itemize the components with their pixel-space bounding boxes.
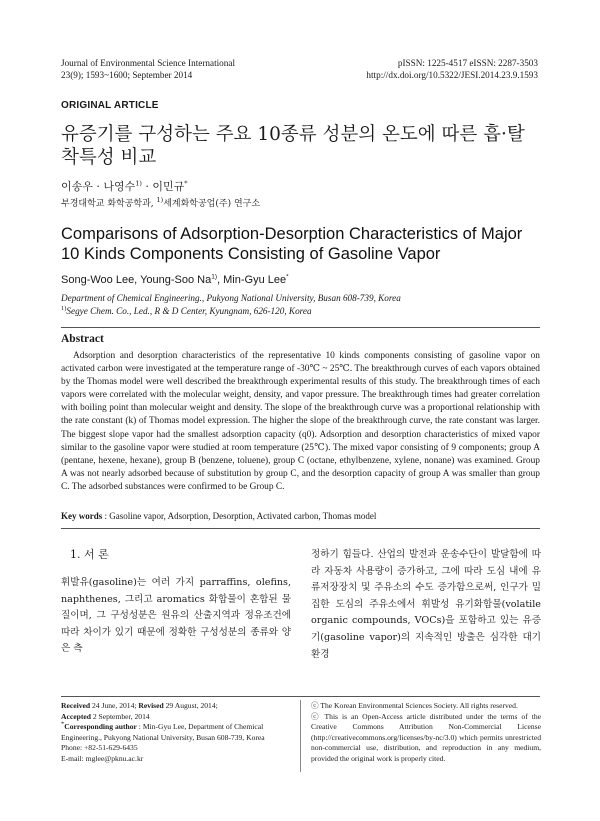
journal-volume: 23(9); 1593~1600; September 2014 — [61, 70, 193, 80]
received-label: Received — [61, 701, 91, 710]
doi-link[interactable]: http://dx.doi.org/10.5322/JESI.2014.23.9.1593 — [366, 70, 538, 80]
divider-top — [61, 327, 540, 328]
phone: Phone: +82-51-629-6435 — [61, 743, 138, 753]
abstract-text: Adsorption and desorption characteristics of the representative 10 kinds components consisting of gasoline vapor on activated carbon were investigated at the temperature range of -30℃ ~ 25℃. The breakthrough curves of each vapors obtained by the Thomas model were well described the breakthrough experimental results of this study. The breakthrough times of each vapors were correlated with the molecular weight, density, and vapor pressure. The breakthrough times had greater correlation with boiling point than molecular weight and density. The slope of the breakthrough curve was a proportional relationship with the rate constant (k) of Thomas model expression. The higher the slope of the breakthrough curve, the rate constant was larger. The biggest slope vapor had the smallest adsorption capacity (q0). Adsorption and desorption characteristics of mixed vapor similar to the gasoline vapor were studied at room temperature (25℃). The mixed vapor consisting of 9 components; group A (pentane, hexene, hexane), group B (benzene, toluene), group C (octane, ethylbenzene, xylene, nonane) was examined. Group A was not nearly adsorbed because of substitution by group C, and the desorption capacity of group A was smaller than group C. The adsorbed substances were confirmed to be Group C. — [61, 351, 540, 492]
ko-affil-a: 부경대학교 화학공학과, — [61, 199, 157, 209]
journal-header-right — [366, 57, 538, 81]
corresponding-author — [61, 722, 293, 743]
divider-keywords — [61, 528, 540, 529]
ko-authors-sup: 1) — [135, 179, 142, 188]
license: ⓒ This is an Open-Access article distributed under the terms of the Creative Commons Attribution Non-Commercial License (http://creativecommons.org/licenses/by-nc/3.0) which permits unrestricted non-commercial use, distribution, and reproduction in any medium, provided the original work is properly cited. — [311, 711, 541, 763]
footnote-column-divider — [300, 700, 301, 772]
en-authors-b: , Min-Gyu Lee — [217, 274, 287, 286]
article-type: ORIGINAL ARTICLE — [61, 100, 159, 111]
received-line — [61, 701, 293, 712]
en-affil-b: Segye Chem. Co., Led., R & D Center, Kyungnam, 626-120, Korea — [66, 306, 312, 316]
body-column-right: 정하기 힘들다. 산업의 발전과 운송수단이 발달함에 따라 자동차 사용량이 증가하고, 그에 따라 도심 내에 유류저장장치 및 주유소의 수도 증가함으로써, 인구가 밀집한 도심의 주유소에서 휘발성 유기화합물(volatile organic compounds, VOCs)을 포함하고 있는 유증기(gasoline vapor)의 지속적인 방출은 심각한 대기 환경 — [311, 549, 541, 660]
section-introduction-title: 1. 서 론 — [70, 548, 109, 561]
en-authors-sup: 1) — [211, 273, 218, 281]
abstract-heading: Abstract — [61, 333, 104, 345]
accepted-date: 2 September, 2014 — [90, 711, 150, 721]
footnote-right — [311, 701, 541, 765]
ko-authors-a: 이송우 · 나영수 — [61, 180, 136, 193]
accepted-line — [61, 712, 293, 723]
en-affil-line2 — [61, 305, 401, 318]
korean-authors — [61, 178, 188, 194]
journal-header-left — [61, 57, 235, 81]
english-title: Comparisons of Adsorption-Desorption Characteristics of Major 10 Kinds Components Consisting of Gasoline Vapor — [61, 225, 523, 263]
issn: pISSN: 1225-4517 eISSN: 2287-3503 — [397, 58, 538, 68]
body-column-left: 휘발유(gasoline)는 여러 가지 parraffins, olefins, naphthenes, 그리고 aromatics 화합물이 혼합된 물질이며, 그 구성성분은 원유의 산출지역과 정유조건에 따라 차이가 있기 때문에 정확한 구성성분의 종류와 양은 측 — [61, 577, 291, 655]
footnote-left — [61, 701, 293, 765]
en-affil-sup: 1) — [61, 304, 67, 312]
revised-date: 29 August, 2014; — [163, 701, 218, 710]
ko-affil-b: 세계화학공업(주) 연구소 — [163, 199, 261, 209]
copyright: ⓒ The Korean Environmental Sciences Society. All rights reserved. — [311, 701, 518, 710]
english-affiliation — [61, 292, 401, 318]
received-date: 24 June, 2014; — [90, 701, 139, 710]
email[interactable]: E-mail: mglee@pknu.ac.kr — [61, 753, 144, 763]
keywords — [61, 511, 540, 521]
en-authors-star: * — [286, 273, 289, 281]
en-authors-a: Song-Woo Lee, Young-Soo Na — [61, 274, 212, 286]
keywords-label: Key words — [61, 511, 103, 521]
accepted-label: Accepted — [61, 711, 91, 721]
korean-affiliation — [61, 196, 260, 209]
revised-label: Revised — [138, 701, 164, 710]
journal-name: Journal of Environmental Science International — [61, 58, 235, 68]
corr-star: * — [61, 720, 65, 728]
corr-label: Corresponding author — [64, 722, 137, 732]
corr-detail: : Min-Gyu Lee, Department of Chemical Engineering., Pukyong National University, Busan 608-739, Korea — [61, 722, 265, 742]
ko-authors-star: * — [184, 179, 188, 188]
ko-affil-sup: 1) — [156, 196, 164, 204]
divider-footnotes — [61, 696, 540, 697]
english-authors — [61, 274, 289, 286]
keywords-list: : Gasoline vapor, Adsorption, Desorption, Activated carbon, Thomas model — [102, 511, 377, 521]
en-affil-line1: Department of Chemical Engineering., Pukyong National University, Busan 608-739, Korea — [61, 293, 401, 303]
korean-title: 유증기를 구성하는 주요 10종류 성분의 온도에 따른 흡·탈착특성 비교 — [61, 124, 525, 168]
ko-authors-b: · 이민규 — [141, 180, 185, 193]
